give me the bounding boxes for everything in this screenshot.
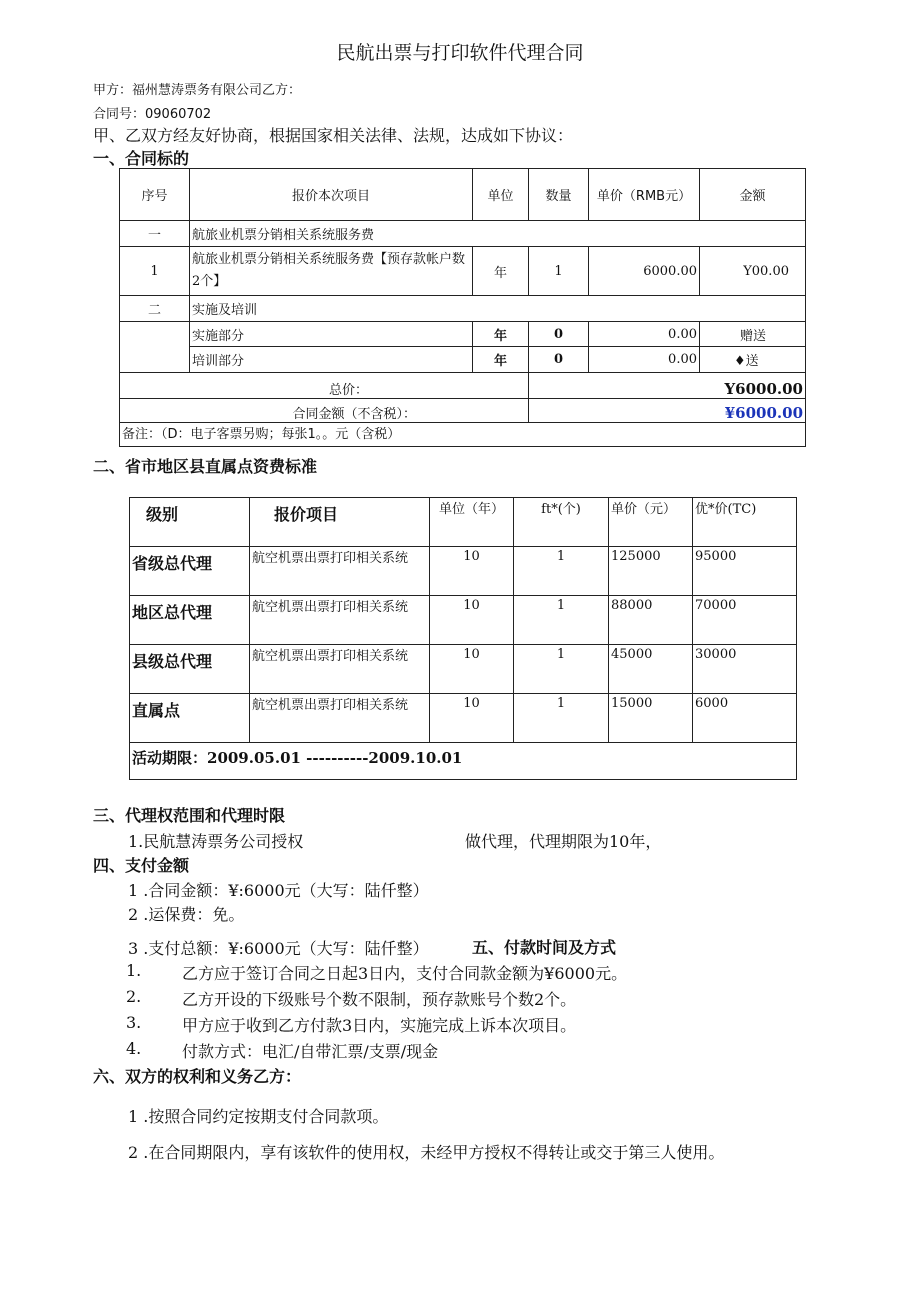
section-3-item-1a: 1.民航慧涛票务公司授权 xyxy=(128,832,304,851)
contract-amount-row xyxy=(120,399,806,423)
row-item: 实施部分 xyxy=(190,322,473,347)
price-cell: 45000 xyxy=(609,645,693,694)
price-cell: 15000 xyxy=(609,694,693,743)
price-cell: 88000 xyxy=(609,596,693,645)
group-name: 航旅业机票分销相关系统服务费 xyxy=(190,221,806,247)
table-row xyxy=(120,247,806,296)
total-label: 总价： xyxy=(120,373,529,399)
document-title: 民航出票与打印软件代理合同 xyxy=(336,42,584,64)
table-row xyxy=(130,547,797,596)
row-price: 6000.00 xyxy=(589,247,700,296)
empty-cell xyxy=(120,322,190,347)
item-cell: 航空机票出票打印相关系统 xyxy=(250,547,430,596)
section-6-item-2: 2 .在合同期限内，享有该软件的使用权，未经甲方授权不得转让或交于第三人使用。 xyxy=(128,1143,725,1162)
intro-text: 甲、乙双方经友好协商，根据国家相关法律、法规，达成如下协议： xyxy=(93,126,574,145)
total-row xyxy=(120,373,806,399)
section-5-item-no: 2. xyxy=(126,987,142,1006)
row-price: 0.00 xyxy=(589,347,700,373)
item-cell: 航空机票出票打印相关系统 xyxy=(250,596,430,645)
row-qty: 1 xyxy=(529,247,589,296)
table-note: 备注：（D：电子客票另购；每张1。。元（含税） xyxy=(120,423,806,447)
total-value: Y6000.00 xyxy=(529,373,806,399)
period-row xyxy=(130,743,797,780)
discount-cell: 95000 xyxy=(693,547,797,596)
section-3-heading: 三、代理权范围和代理时限 xyxy=(93,806,286,825)
row-unit: 年 xyxy=(473,347,529,373)
header-unit: 单位 xyxy=(473,169,529,221)
section-6-heading: 六、双方的权利和义务乙方： xyxy=(93,1067,302,1086)
table-header-row xyxy=(120,169,806,221)
header-item: 报价本次项目 xyxy=(190,169,473,221)
section-5-item-text: 甲方应于收到乙方付款3日内，实施完成上诉本次项目。 xyxy=(182,1016,577,1035)
party-line: 甲方：福州慧涛票务有限公司乙方： xyxy=(93,83,302,98)
section-2-heading: 二、省市地区县直属点资费标准 xyxy=(93,457,318,476)
section-5-item-no: 3. xyxy=(126,1013,142,1032)
level-cell: 直属点 xyxy=(130,694,250,743)
contract-items-table xyxy=(119,168,806,447)
table-row xyxy=(120,221,806,247)
table-row xyxy=(120,347,806,373)
item-cell: 航空机票出票打印相关系统 xyxy=(250,694,430,743)
header-qty: 数量 xyxy=(529,169,589,221)
header-discount: 优*价(TC) xyxy=(693,498,797,547)
section-1-heading: 一、合同标的 xyxy=(93,149,190,168)
discount-cell: 30000 xyxy=(693,645,797,694)
section-4-item-2: 2 .运保费：免。 xyxy=(128,905,245,924)
row-amount: ♦送 xyxy=(700,347,806,373)
level-cell: 地区总代理 xyxy=(130,596,250,645)
qty-cell: 1 xyxy=(514,596,609,645)
contract-amount-value: ¥6000.00 xyxy=(529,399,806,423)
discount-cell: 6000 xyxy=(693,694,797,743)
section-5-item-no: 1. xyxy=(126,961,142,980)
row-no: 1 xyxy=(120,247,190,296)
section-5-item-text: 乙方开设的下级账号个数不限制，预存款账号个数2个。 xyxy=(182,990,577,1009)
header-qty: ft*(个) xyxy=(514,498,609,547)
level-cell: 省级总代理 xyxy=(130,547,250,596)
qty-cell: 1 xyxy=(514,645,609,694)
section-5-item-no: 4. xyxy=(126,1039,142,1058)
table-row xyxy=(130,694,797,743)
group-no: 一 xyxy=(120,221,190,247)
unit-cell: 10 xyxy=(430,645,514,694)
row-item: 航旅业机票分销相关系统服务费【预存款帐户数2个】 xyxy=(190,247,473,296)
table-row xyxy=(120,296,806,322)
row-amount: 赠送 xyxy=(700,322,806,347)
price-cell: 125000 xyxy=(609,547,693,596)
section-4-heading: 四、支付金额 xyxy=(93,856,190,875)
header-no: 序号 xyxy=(120,169,190,221)
row-price: 0.00 xyxy=(589,322,700,347)
group-no: 二 xyxy=(120,296,190,322)
row-amount: Y00.00 xyxy=(700,247,806,296)
header-price: 单价（RMB元） xyxy=(589,169,700,221)
section-6-item-1: 1 .按照合同约定按期支付合同款项。 xyxy=(128,1107,389,1126)
header-unit: 单位（年） xyxy=(430,498,514,547)
header-item: 报价项目 xyxy=(250,498,430,547)
unit-cell: 10 xyxy=(430,596,514,645)
note-row xyxy=(120,423,806,447)
section-4-item-3: 3 .支付总额：¥:6000元（大写：陆仟整） xyxy=(128,939,429,958)
table-header-row xyxy=(130,498,797,547)
table-row xyxy=(130,645,797,694)
qty-cell: 1 xyxy=(514,547,609,596)
unit-cell: 10 xyxy=(430,694,514,743)
header-price: 单价（元） xyxy=(609,498,693,547)
contract-amount-label: 合同金额（不含税）： xyxy=(120,399,529,423)
group-name: 实施及培训 xyxy=(190,296,806,322)
contract-number: 合同号：09060702 xyxy=(93,107,212,122)
item-cell: 航空机票出票打印相关系统 xyxy=(250,645,430,694)
discount-cell: 70000 xyxy=(693,596,797,645)
header-level: 级别 xyxy=(130,498,250,547)
section-5-heading: 五、付款时间及方式 xyxy=(472,938,617,957)
unit-cell: 10 xyxy=(430,547,514,596)
row-qty: 0 xyxy=(529,347,589,373)
level-cell: 县级总代理 xyxy=(130,645,250,694)
table-row xyxy=(120,322,806,347)
header-amount: 金额 xyxy=(700,169,806,221)
row-qty: 0 xyxy=(529,322,589,347)
section-4-item-1: 1 .合同金额：¥:6000元（大写：陆仟整） xyxy=(128,881,429,900)
row-unit: 年 xyxy=(473,247,529,296)
table-row xyxy=(130,596,797,645)
section-5-item-text: 付款方式：电汇/自带汇票/支票/现金 xyxy=(182,1042,439,1061)
row-unit: 年 xyxy=(473,322,529,347)
empty-cell xyxy=(120,347,190,373)
section-5-item-text: 乙方应于签订合同之日起3日内，支付合同款金额为¥6000元。 xyxy=(182,964,628,983)
row-item: 培训部分 xyxy=(190,347,473,373)
section-3-item-1b: 做代理，代理期限为10年， xyxy=(465,832,662,851)
activity-period: 活动期限：2009.05.01 ----------2009.10.01 xyxy=(130,743,797,780)
agent-fee-table xyxy=(129,497,797,780)
qty-cell: 1 xyxy=(514,694,609,743)
